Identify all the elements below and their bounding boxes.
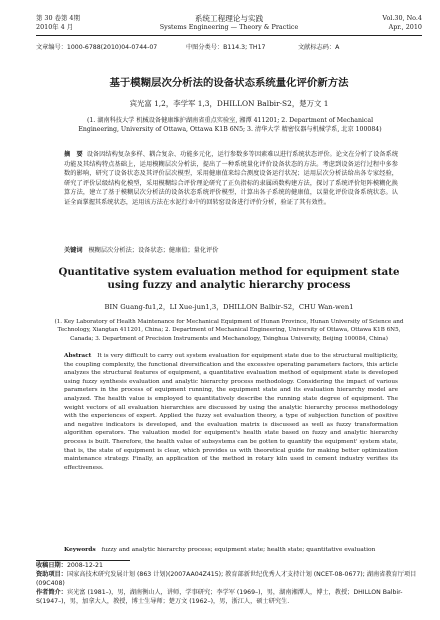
authors-cn: 宾光富 1,2，李学军 1,3，DHILLON Balbir·S2，楚万文 1 [129,99,329,108]
date-cn: 2010年 4 月 [36,23,74,31]
date-en: Apr., 2010 [388,23,422,31]
journal-name-en: Systems Engineering — Theory & Practice [159,23,299,31]
author-text: 宾光富 (1981–)，男，湖南衡山人，讲师，学事研究；李学军 (1969–)，男，湖南湘潭人，博士，教授；DHILLON Balbir-S(1947–)，男，加拿大人，教授，博士生导师；楚万文 (1962–)，男，浙江人，硕士研究生. [36,589,403,605]
volume-issue-en: Vol.30, No.4 [382,14,422,22]
article-meta [36,42,422,52]
author-label: 作者简介： [36,589,67,596]
keywords-cn-text: 模糊层次分析法；设备状态；健康值；量化评价 [88,247,219,254]
title-cn: 基于模糊层次分析法的设备状态系统量化评价新方法 [109,77,349,89]
article-id: 文章编号：1000-6788(2010)04-0744-07 [36,44,158,51]
keywords-en-label: Keywords [64,546,96,553]
header-rule [36,35,422,36]
abstract-cn [64,150,398,208]
keywords-cn-label: 关键词 [64,247,83,254]
footnote-fund [36,571,422,589]
received-label: 收稿日期： [36,562,67,569]
fund-label: 资助项目： [36,571,67,578]
volume-issue-cn: 第 30 卷第 4期 [36,14,80,22]
affiliation-cn: (1. 湖南科技大学 机械设备健康维护湖南省重点实验室, 湘潭 411201; 2. Department of Mechanical Engineering, University of Ottawa, Ottawa K1B 6N5; 3. 清华大学 精密仪器与机械学系, 北京 100084) [78,117,382,133]
running-header-sub [36,23,422,32]
running-header [36,14,422,23]
affiliation-en: (1. Key Laboratory of Health Maintenance for Mechanical Equipment of Hunan Province, Hunan University of Science and Technology, Xiangtan 411201, China; 2. Department of Mechanical Engineering, University of Ottawa, Ottawa K1B 6N5, Canada; 3. Department of Precision Instruments and Mechanology, Tsinghua University, Beijing 100084, China) [54,319,404,342]
footnote-rule [36,560,130,561]
keywords-cn [64,246,398,255]
document-code: 文献标志码：A [298,44,340,51]
abstract-cn-text: 设备因结构复杂多样、耦合复杂、功能多元化，运行参数多等因素难以进行系统状态评价。论文在分析了设备系统功能及其结构特点基础上，运用模糊层次分析法，提出了一种系统量化评价设备状态的方法。考虑到设备运行过程中多参数的影响，研究了设备状态及其评价层次模型，采用健康值来综合测度设备运行状况；运用层次分析法给出各专家经验，研究了评价层级结构化模型，采用模糊综合评价理论研究了正负指标的隶属函数构建方法，探讨了系统评价矩阵模糊化换算方法，建立了基于模糊层次分析法的设备状态系统评价模型，计算出各子系统的健康值，以量化评价设备系统状态。认证全面掌握其系统状态，运用该方法在水泥行业中的回转窑设备进行评价分析，验证了其有效性。 [64,151,399,206]
abstract-en-text: It is very difficult to carry out system evaluation for equipment state due to the structural multiplicity, the coupling complexity, the functional diversification and the excessive operating parameters factors, this article analyzes the structural features of equipment, a quantitative evaluation method of equipment state is developed using fuzzy synthesis evaluation and analytic hierarchy process methodology. Considering the impact of various parameters in the process of equipment running, the equipment state and its evaluation hierarchy model are analyzed. The health value is employed to quantitatively describe the running state degree of equipment. The weight vectors of all evaluation hierarchies are discussed by using the analytic hierarchy process methodology with the experiences of expert. Applied the fuzzy set evaluation theory, a type of subjection function of positive and negative indicators is developed, and the evaluation matrix is discussed as well as fuzzy transformation algorithm operators. The valuation model for equipment's health state based on fuzzy and analytic hierarchy process is built. Therefore, the health value of subsystems can be gotten to quantify the equipment' system state, that is, the state of equipment is clear, which provides us with theoretical guide for making better optimization maintenance strategy. Finally, an application of the method in rotary kiln used in cement industry verifies its effectiveness. [64,353,398,471]
footnote-received [36,562,422,571]
received-date: 2008-12-21 [66,562,103,569]
abstract-en [64,352,398,472]
journal-name-cn: 系统工程理论与实践 [194,14,264,23]
keywords-en-text: fuzzy and analytic hierarchy process; equipment state; health state; quantitative evaluation [101,547,376,553]
authors-en: BIN Guang-fu1,2，LI Xue-jun1,3，DHILLON Balbir-S2，CHU Wan-wen1 [104,303,354,311]
fund-text: 国家高技术研究发展计划 (863 计划)(2007AA04Z415); 教育部新世纪优秀人才支持计划 (NCET-08-0677); 湖南省教育厅项目 (09C408) [36,571,417,587]
abstract-cn-label: 摘 要 [64,151,83,158]
keywords-en [64,546,398,554]
abstract-en-label: Abstract [64,353,92,359]
footnote-author [36,589,422,607]
title-en: Quantitative system evaluation method for equipment state using fuzzy and analytic hierarchy process [58,266,400,291]
clc-number: 中图分类号：B114.3; TH17 [186,44,266,51]
